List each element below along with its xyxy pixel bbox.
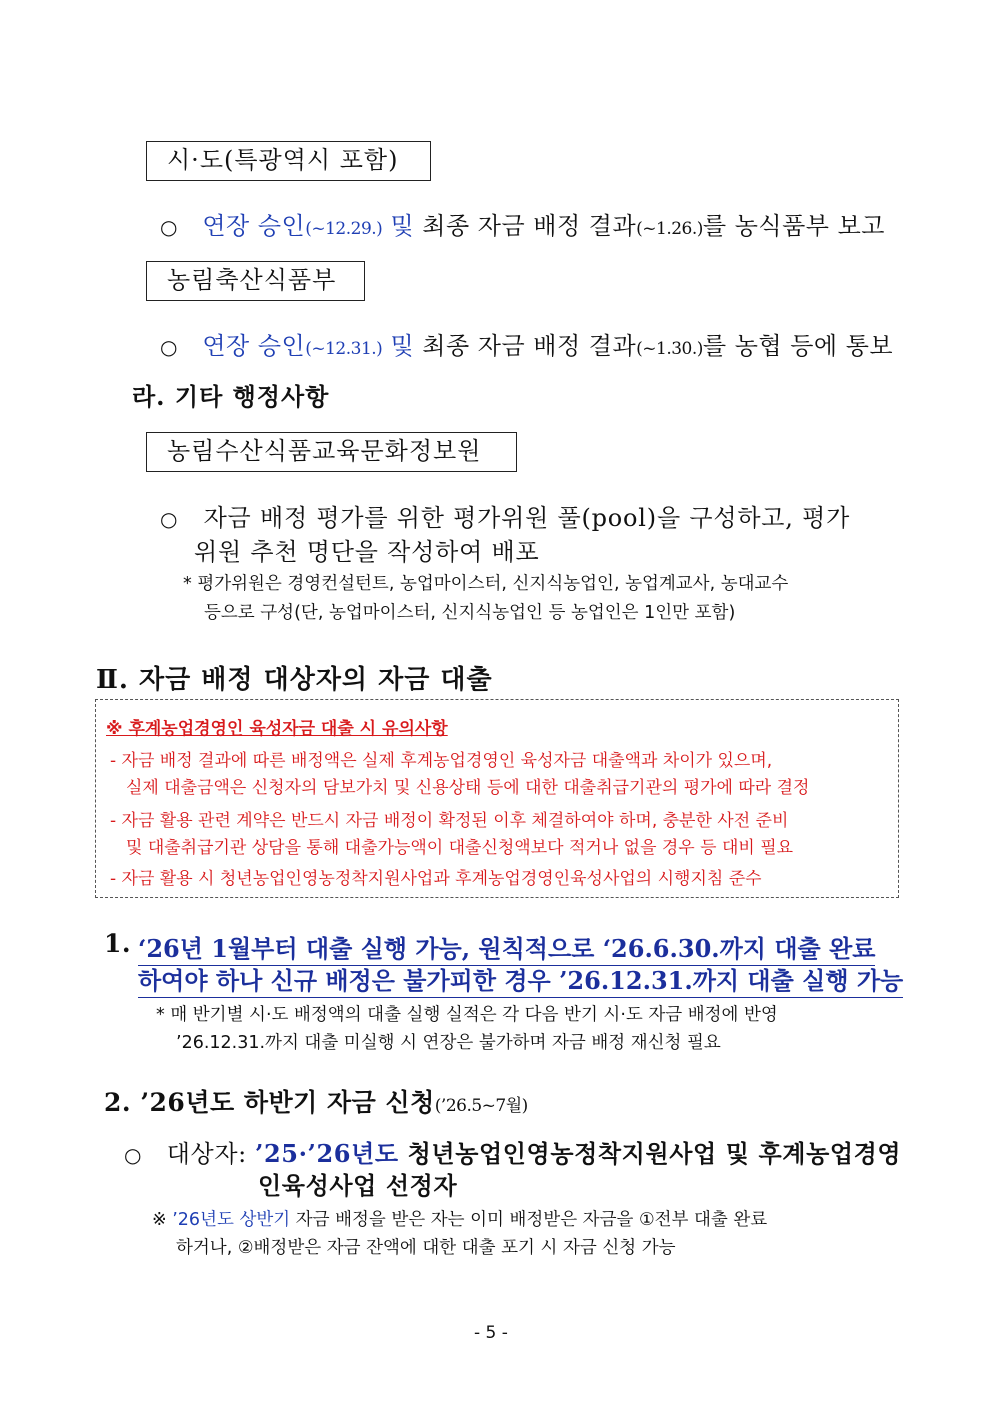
page-number: - 5 - — [474, 1323, 508, 1343]
bullet-circle: ○ — [124, 1143, 143, 1167]
section-box-sido-label: 시·도(특광역시 포함) — [167, 146, 399, 174]
caution-box — [95, 699, 899, 898]
connector-text: 및 — [382, 332, 423, 360]
date-text: (~1.30.) — [636, 339, 703, 359]
note-prefix: ※ — [152, 1210, 173, 1230]
caution-item-1a: - 자금 배정 결과에 따른 배정액은 실제 후계농업경영인 육성자금 대출액과 차이가 있으며, — [110, 751, 773, 771]
item-2-note-1 — [152, 1206, 767, 1231]
result-text: 최종 자금 배정 결과 — [422, 212, 637, 240]
sido-bullet-line — [160, 206, 885, 241]
caution-item-3: - 자금 활용 시 청년농업인영농정착지원사업과 후계농업경영인육성사업의 시행지침 준수 — [110, 869, 762, 889]
item-2-title: ’26년도 하반기 자금 신청 — [140, 1088, 435, 1117]
bullet-circle: ○ — [160, 507, 179, 531]
section-box-ministry-label: 농림축산식품부 — [167, 266, 337, 294]
bullet-circle: ○ — [160, 215, 178, 239]
result-text: 최종 자금 배정 결과 — [422, 332, 637, 360]
item-1-line-1: ‘26년 1월부터 대출 실행 가능, 원칙적으로 ‘26.6.30.까지 대출 완료 — [138, 929, 875, 966]
section-two-title: Ⅱ. 자금 배정 대상자의 자금 대출 — [96, 665, 493, 695]
etc-bullet-line-1 — [160, 498, 850, 533]
etc-text-2: 위원 추천 명단을 작성하여 배포 — [194, 538, 540, 566]
etc-text-1: 자금 배정 평가를 위한 평가위원 풀(pool)을 구성하고, 평가 — [203, 504, 851, 532]
item-1-note-1: * 매 반기별 시·도 배정액의 대출 실행 실적은 각 다음 반기 시·도 자금 배정에 반영 — [156, 1005, 778, 1025]
section-box-epis-label: 농림수산식품교육문화정보원 — [167, 437, 482, 465]
item-2-period: (’26.5~7월) — [434, 1096, 528, 1116]
bullet-circle: ○ — [160, 335, 178, 359]
item-1-note-2: ’26.12.31.까지 대출 미실행 시 연장은 불가하며 자금 배정 재신청 필요 — [176, 1033, 721, 1053]
approval-text: 연장 승인 — [202, 332, 306, 360]
caution-item-1b: 실제 대출금액은 신청자의 담보가치 및 신용상태 등에 대한 대출취급기관의 평가에 따라 결정 — [126, 778, 810, 798]
approval-text: 연장 승인 — [202, 212, 306, 240]
item-2-number: 2. — [104, 1088, 132, 1117]
target-label: 대상자: — [166, 1140, 247, 1168]
subheading-etc: 라. 기타 행정사항 — [132, 382, 330, 411]
target-text-1: 청년농업인영농정착지원사업 및 후계농업경영 — [398, 1139, 902, 1168]
connector-text: 및 — [382, 212, 423, 240]
ministry-bullet-line — [160, 326, 893, 361]
section-box-ministry — [146, 261, 365, 301]
item-2-note-2: 하거나, ②배정받은 자금 잔액에 대한 대출 포기 시 자금 신청 가능 — [176, 1238, 676, 1258]
report-text: 를 농식품부 보고 — [702, 212, 885, 240]
item-2-target-line — [124, 1134, 901, 1169]
item-2-title-line — [104, 1083, 528, 1119]
note-rest: 자금 배정을 받은 자는 이미 배정받은 자금을 ①전부 대출 완료 — [290, 1210, 768, 1230]
item-1-number: 1. — [104, 929, 132, 958]
date-text: (~1.26.) — [636, 219, 703, 239]
caution-heading: ※ 후계농업경영인 육성자금 대출 시 유의사항 — [106, 719, 448, 739]
etc-note-2: 등으로 구성(단, 농업마이스터, 신지식농업인 등 농업인은 1인만 포함) — [204, 603, 736, 623]
item-1-line-2: 하여야 하나 신규 배정은 불가피한 경우 ’26.12.31.까지 대출 실행 가능 — [138, 961, 903, 998]
notify-text: 를 농협 등에 통보 — [702, 332, 894, 360]
etc-note-1: * 평가위원은 경영컨설턴트, 농업마이스터, 신지식농업인, 농업계교사, 농대교수 — [183, 574, 789, 594]
caution-item-2b: 및 대출취급기관 상담을 통해 대출가능액이 대출신청액보다 적거나 없을 경우 등 대비 필요 — [126, 838, 794, 858]
date-text: (~12.29.) — [305, 219, 383, 239]
section-box-epis — [146, 432, 517, 472]
date-text: (~12.31.) — [305, 339, 383, 359]
note-blue: ’26년도 상반기 — [172, 1210, 291, 1230]
caution-item-2a: - 자금 활용 관련 계약은 반드시 자금 배정이 확정된 이후 체결하여야 하며, 충분한 사전 준비 — [110, 811, 789, 831]
section-box-sido — [146, 141, 431, 181]
target-text-2: 인육성사업 선정자 — [258, 1171, 458, 1200]
target-years: ’25·’26년도 — [255, 1139, 399, 1168]
